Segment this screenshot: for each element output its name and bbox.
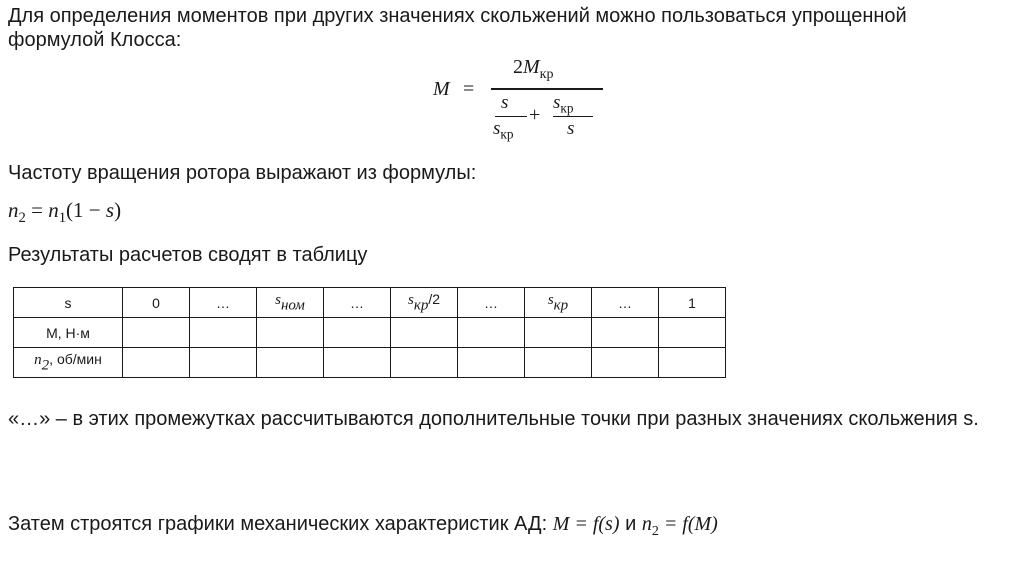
- table-cell: [324, 348, 391, 378]
- formula-lhs: M: [433, 78, 450, 100]
- fraction1-numerator: s: [501, 92, 509, 113]
- table-cell: [123, 348, 190, 378]
- table-cell: …: [592, 288, 659, 318]
- fraction1-denominator: $s_{кр}$: [493, 118, 514, 142]
- table-cell: [190, 318, 257, 348]
- fraction2-numerator: $s_{кр}$: [553, 92, 574, 116]
- table-cell: [324, 318, 391, 348]
- table-cell: [190, 348, 257, 378]
- table-cell: 1: [659, 288, 726, 318]
- fraction2-denominator: s: [567, 118, 575, 139]
- table-intro-paragraph: Результаты расчетов сводят в таблицу: [8, 244, 368, 266]
- table-cell: [659, 348, 726, 378]
- formula-numerator: $2M_{кр}$: [513, 56, 554, 82]
- table-row: [14, 348, 726, 378]
- formula-plus: +: [529, 104, 541, 126]
- formula-equals: =: [463, 78, 475, 100]
- final-formula-m: M = f(s): [552, 513, 620, 535]
- table-cell: [391, 348, 458, 378]
- main-fraction-bar: [491, 88, 603, 90]
- table-cell: …: [190, 288, 257, 318]
- results-table: [13, 287, 726, 378]
- table-cell: [257, 318, 324, 348]
- rotor-speed-paragraph: Частоту вращения ротора выражают из формулы:: [8, 162, 477, 184]
- table-cell: 0: [123, 288, 190, 318]
- rotor-speed-formula: $n_2 = n_1(1 - s)$: [8, 198, 122, 227]
- table-cell: [458, 348, 525, 378]
- table-cell: [525, 348, 592, 378]
- intro-paragraph: Для определения моментов при других значениях скольжений можно пользоваться упрощенной формулой Клосса:: [8, 5, 907, 51]
- table-cell: $s_{кр}$: [525, 288, 592, 318]
- table-cell: [525, 318, 592, 348]
- row-label-speed: $n_2$, об/мин: [14, 348, 123, 378]
- table-cell: [458, 318, 525, 348]
- table-cell: [391, 318, 458, 348]
- table-cell: [592, 348, 659, 378]
- table-cell: [592, 318, 659, 348]
- table-row: [14, 318, 726, 348]
- row-label-s: s: [14, 288, 123, 318]
- table-cell: $s_{кр}/2$: [391, 288, 458, 318]
- table-cell: …: [458, 288, 525, 318]
- table-cell: [123, 318, 190, 348]
- kloss-formula: [433, 56, 603, 152]
- table-cell: [257, 348, 324, 378]
- final-formula-n: $n_2 = f(M)$: [641, 513, 718, 539]
- table-row: [14, 288, 726, 318]
- note-paragraph: «…» – в этих промежутках рассчитываются дополнительные точки при разных значениях скольжения s.: [8, 408, 979, 430]
- row-label-moment: M, Н·м: [14, 318, 123, 348]
- table-cell: …: [324, 288, 391, 318]
- final-paragraph: Затем строятся графики механических характеристик АД: M = f(s) и $n_2 = f(M)$: [8, 513, 718, 539]
- table-cell: $s_{ном}$: [257, 288, 324, 318]
- table-cell: [659, 318, 726, 348]
